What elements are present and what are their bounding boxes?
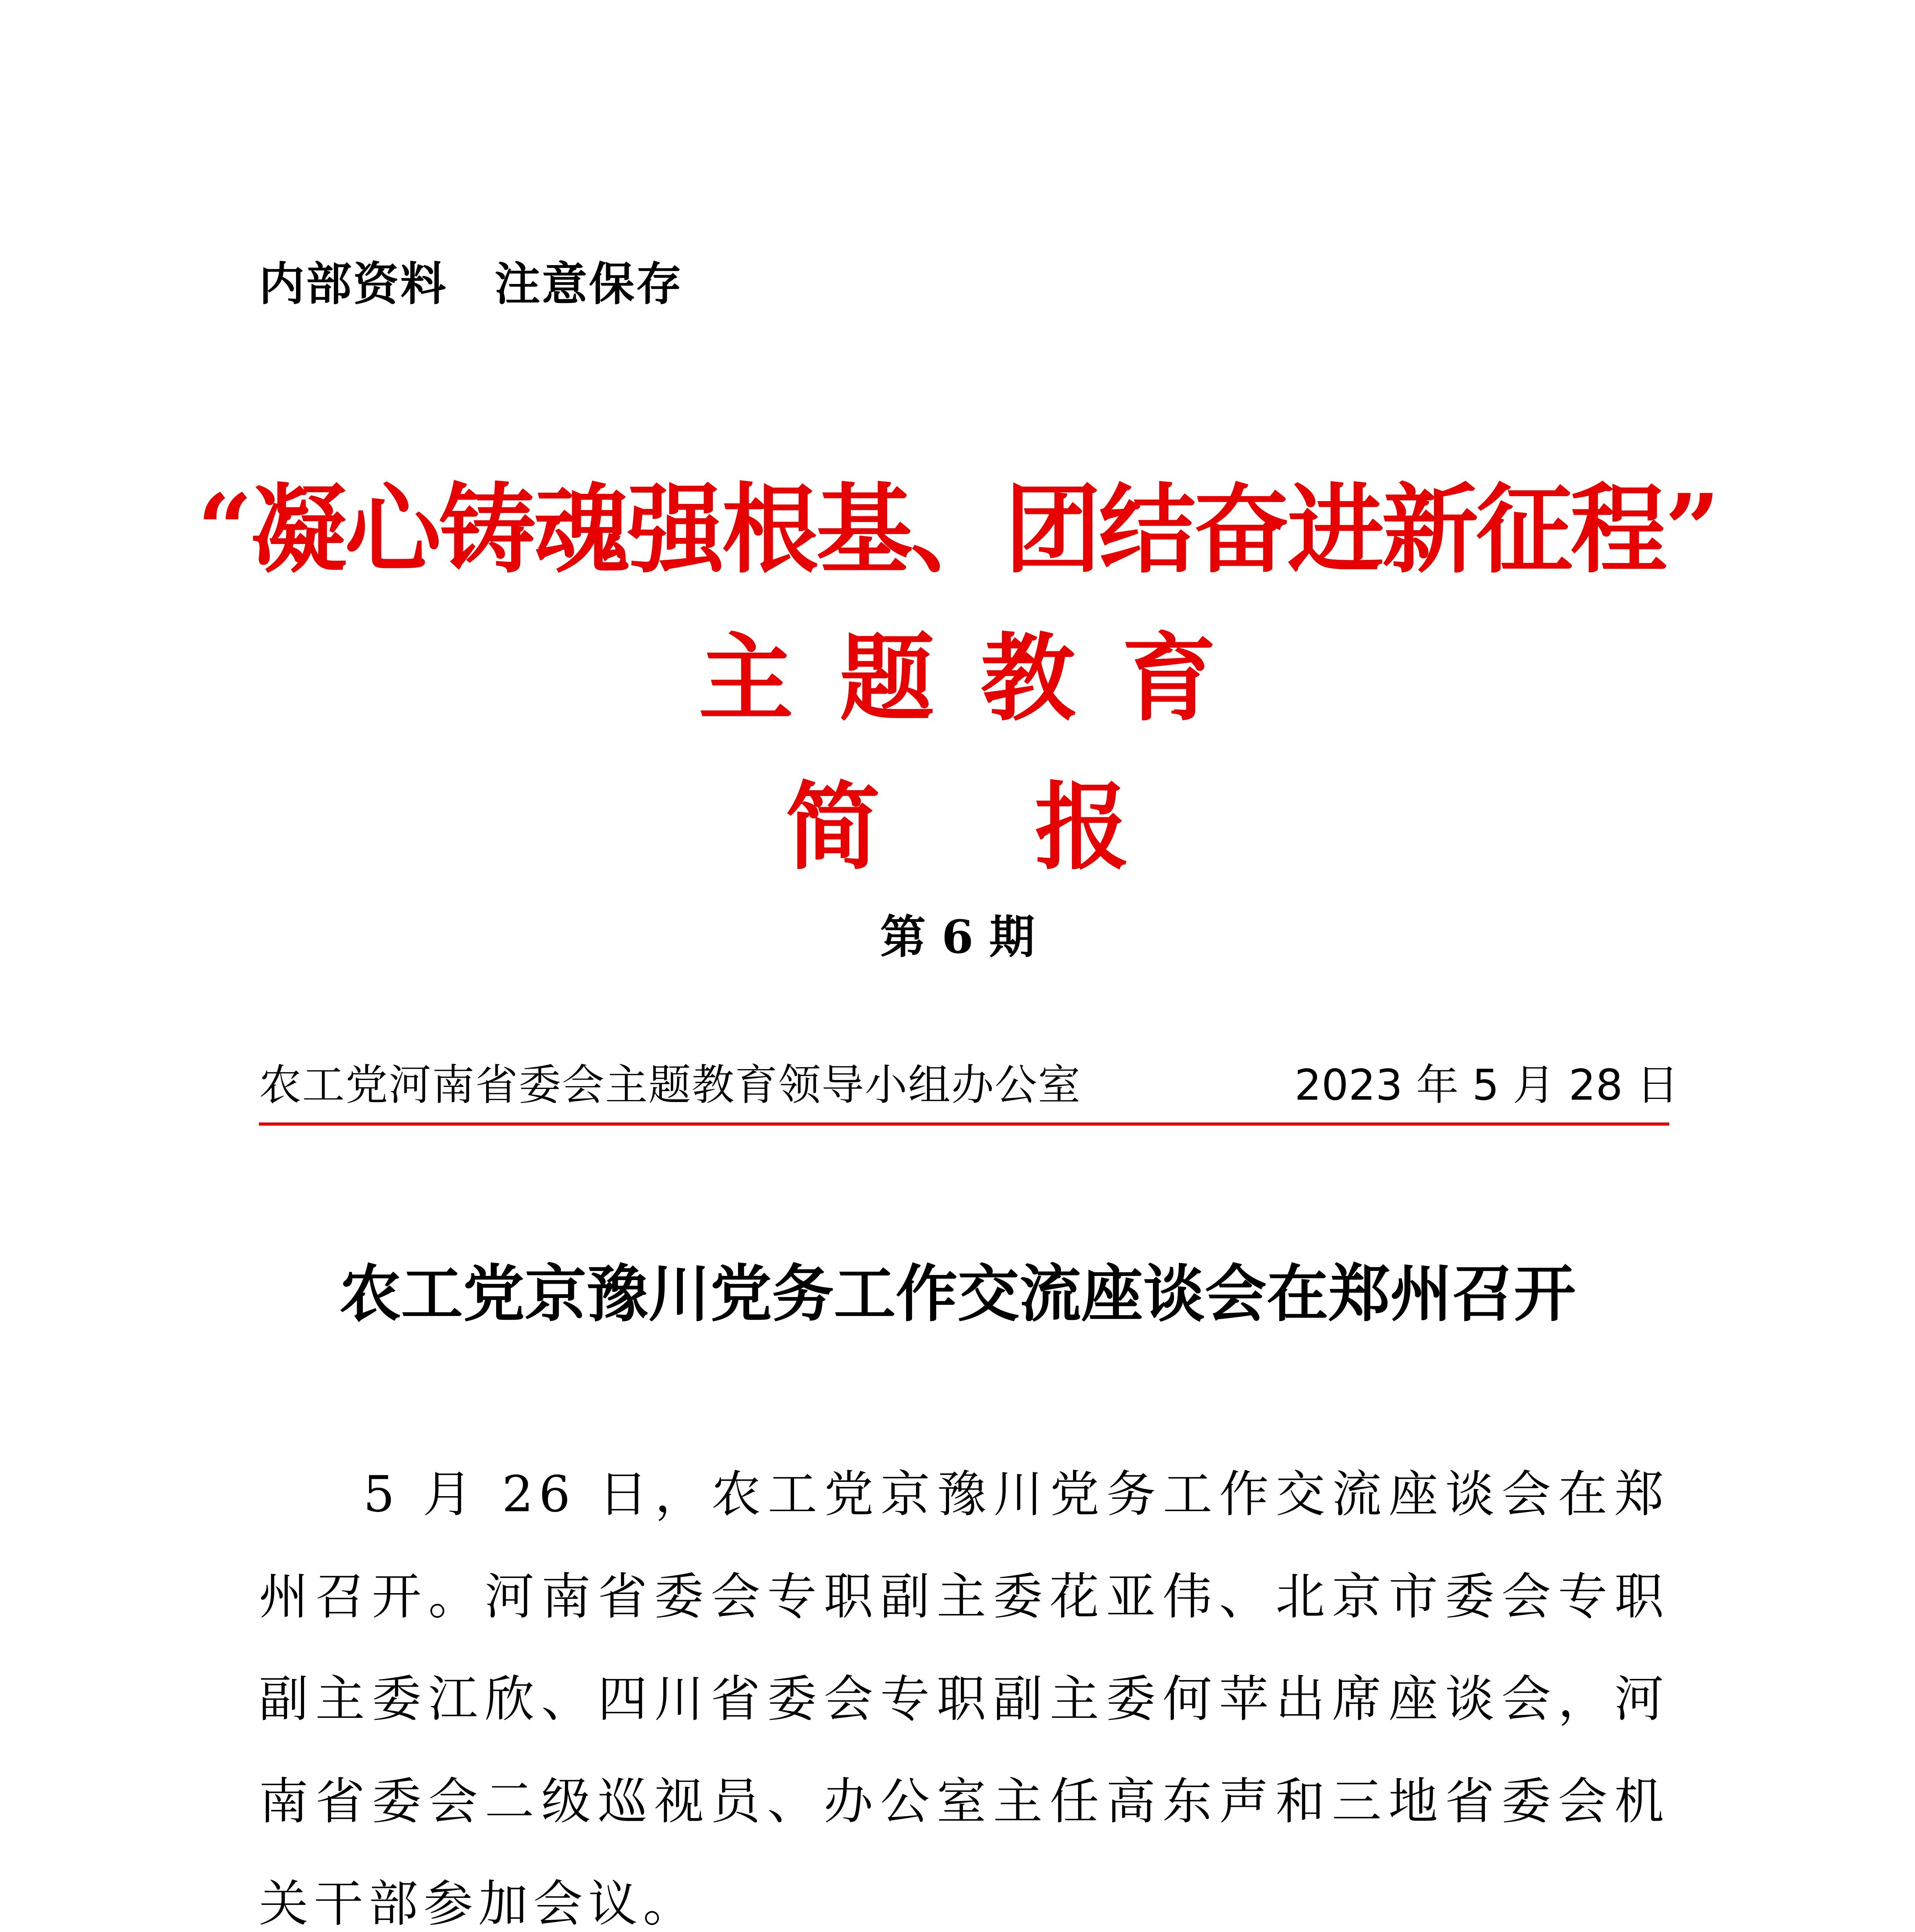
classification-label: 内部资料 注意保存 <box>259 257 684 311</box>
red-divider <box>259 1122 1669 1126</box>
masthead-title: “凝心铸魂强根基、团结奋进新征程” <box>197 473 1718 586</box>
issue-date: 2023 年 5 月 28 日 <box>1294 1060 1679 1110</box>
article-title: 农工党京豫川党务工作交流座谈会在郑州召开 <box>339 1257 1576 1330</box>
issue-number: 第 6 期 <box>880 910 1035 964</box>
issuer-name: 农工党河南省委会主题教育领导小组办公室 <box>259 1060 1081 1110</box>
masthead-subtitle: 主题教育 <box>699 622 1263 734</box>
article-paragraph: 5 月 26 日，农工党京豫川党务工作交流座谈会在郑州召开。河南省委会专职副主委花亚伟、北京市委会专职副主委江欣、四川省委会专职副主委何苹出席座谈会，河南省委会二级巡视员、办公室主任高东声和三地省委会机关干部参加会议。 <box>259 1466 1669 1932</box>
article-body <box>259 1443 1669 1932</box>
masthead-bulletin: 简报 <box>786 771 1284 883</box>
